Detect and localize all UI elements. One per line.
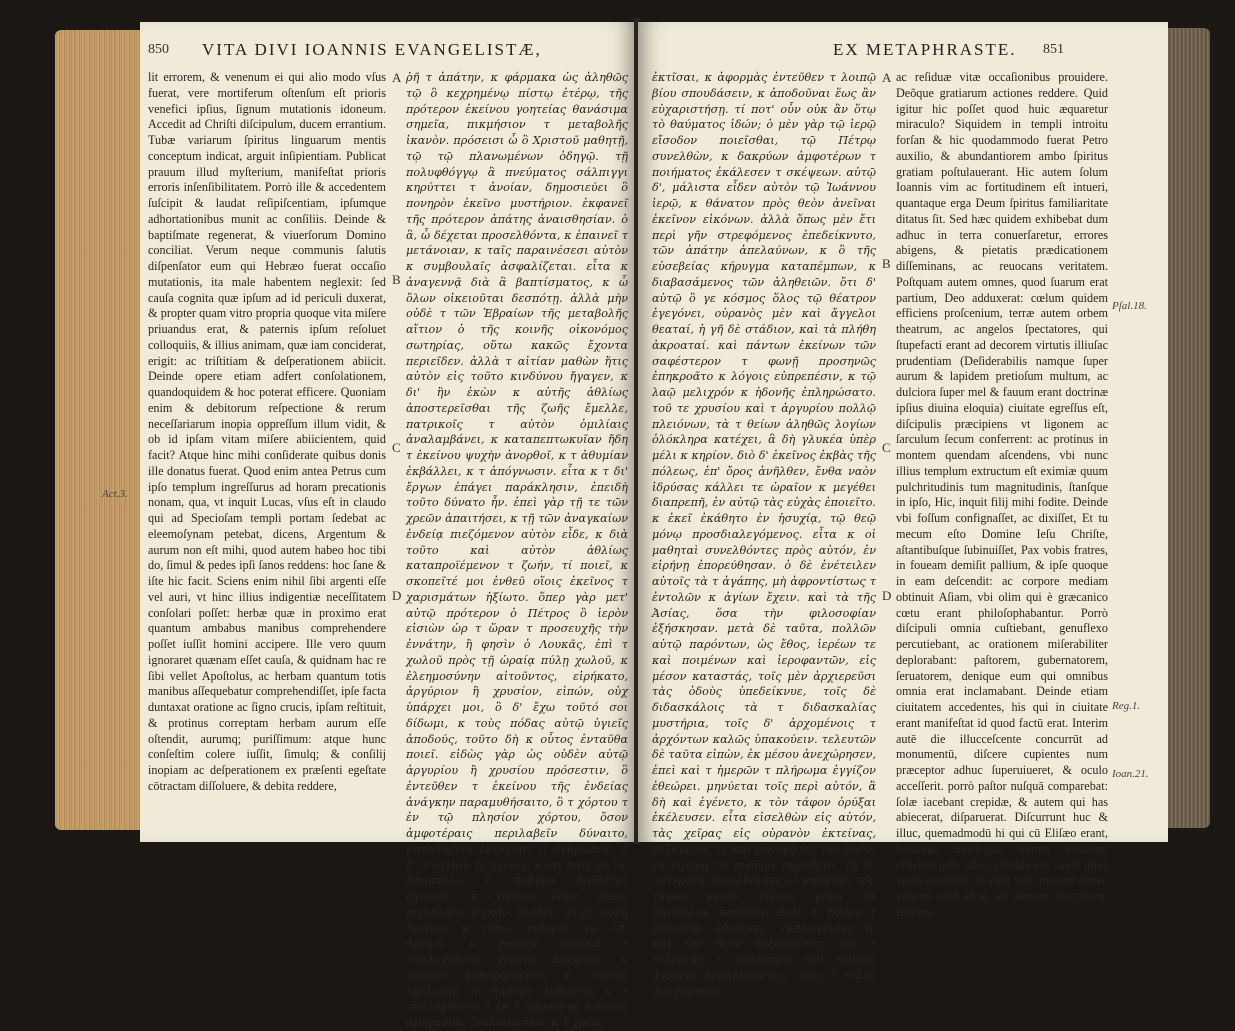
left-greek-column: ῥῆ τ ἀπάτην, κ φάρμακα ὡς ἀληθῶς τῷ ὃ κεχρημένῳ πίστῳ ἐτέρῳ, τῆς πρότερον ἐκείνου γοητείας θανάσιμα σημεῖα, πικμήσιον τ μεταβολῆς ἱκανὸν. πρόσεισι ὦ ὃ Χριστοῦ μαθητῇ, τῷ τῷ πλανωμένων ὁδηγῷ. τῇ πολυφθόγγῳ ἃ πνεύματος σάλπιγγι κηρύττει τ ἀνοίαν, δημοσιεύει ὃ πονηρὸν ἐκεῖνο μυστήριον. ἐκφανεῖ τῆς πρότερον ἀπάτης ἀναισθησίαν. ὁ ἃ, ὦ δέχεται προσελθόντα, κ ἐπαινεῖ τ μετάνοιαν, κ ταῖς παραινέσεσι αὐτὸν κ συμβουλαῖς ἀσφαλίζεται. εἶτα κ ἀναγεννᾷ διὰ ἃ βαπτίσματος, κ ὦ ὅλων οἰκειοῦται δεσπότῃ. ἀλλὰ μὴν οὐδὲ τ τῶν Ἑβραίων τῆς μεταβολῆς αἴτιον ὁ τῆς κοινῆς οἰκονόμος σωτηρίας, οὕτω κακῶς ἔχοντα περιεῖδεν. ἀλλὰ τ αἰτίαν μαθὼν ἥτις αὐτὸν εἰς τοῦτο κινδύνου ἤγαγεν, κ δι' ἣν ἑκὼν κ αὐτῆς ἀθλίως ἀποστερεῖσθαι τῆς ζωῆς ἔμελλε, πατρικοῖς τ αὐτὸν ὁμιλίαις ἀναλαμβάνει, κ καταπεπτωκυῖαν ἤδη τ ἐκείνου ψυχὴν ἀνορθοῖ, κ τ ἀθυμίαν ἐκβάλλει, κ τ ἀπόγνωσιν. εἶτα κ τ δι' ἔργων ἐπάγει παράκλησιν, ἐπειδὴ τοῦτο δύνατο ἦν. ἐπεὶ γὰρ τῇ τε τῶν χρεῶν ἀπαιτήσει, κ τῇ τῶν ἀναγκαίων ἐνδείᾳ πιεζόμενον αὐτὸν εἶδε, κ διὰ τοῦτο καὶ αὐτὸν ἀθλίως καταπροϊέμενον τ ζωήν, τί ποιεῖ, κ σκοπεῖτέ μοι ἐνθεῦ οἵοις ἐκεῖνος τ χαρισμάτων ἠξίωτο. ὅπερ γὰρ μετ' αὐτῷ πρότερον ὁ Πέτρος ὃ ἱερὸν εἰσιὼν ὡρ τ ὥραν τ προσευχῆς τὴν ἐννάτην, ἢ φησὶν ὁ Λουκᾶς, ἐπὶ τ χωλοῦ πρὸς τῇ ὡραίᾳ πύλῃ χωλοῦ, κ ἐλεημοσύνην αἰτοῦντος, εἰρήκατο, ἀργύριον ἢ χρυσίον, εἰπών, οὐχ ὑπάρχει μοι, ὃ δ' ἔχω τοῦτό σοι δίδωμι, κ τοὺς πόδας αὐτῷ ὑγιεῖς ἀποδούς, τοῦτο δὴ κ οὗτος ἐνταῦθα ποιεῖ. εἰδὼς γὰρ ὡς οὐδὲν αὐτῷ ἀργυρίου ἢ χρυσίου πρόσεστιν, ὃ ἐντεῦθεν τ ἐκείνου τῆς ἐνδείας ἀνάγκην παραμυθήσαιτο, ὃ τ χόρτου τ ἐν τῷ πλησίον χόρτου, ὅσον ἀμφοτέραις περιλαβεῖν δύναιτο, καταλαβεῖν ἐκέλευσε ὃ ἄνθρωπον. ὁ δ', τ αἰτίαν τε ἠγνόει, κ ὅτι ποτὲ ἐν τῷ Ἀποστόλῳ ὃ πρᾶγμα βούλεται ἀγνοεῖν, κ χόρτου ὅσον ὅλαις περιέλαβε χερσὶν ἔλαβεν, εὐχῇ μόνῃ ἐκεῖνος κ τύπῳ σταυροῦ τῷ ἐπ' ἀμελεῖ, κ χρυσὸν αὐτίκα τ συλλεχθέντα χόρτον ἀπέφηνε, κ χρυσὸν καθαρώτατον. κ τοῦτον ἐκέλευσε τὸ θάρσος λαβόντα, κ τ συλλεχθέντα τ ἐκ τ παρούσης ἐνδείας ἀμηχανίας διαλύσασθαι, κ τ χρέα. xyxy=(406,71,628,1029)
right-letter-a: A xyxy=(882,70,892,85)
right-running-head: EX METAPHRASTE. xyxy=(833,40,1017,59)
left-letter-b: B xyxy=(392,272,401,287)
left-folio: 850 xyxy=(148,42,169,57)
open-book xyxy=(40,8,1210,1029)
left-page xyxy=(140,22,635,1029)
right-letter-b: B xyxy=(882,256,891,271)
left-letter-d: D xyxy=(392,588,402,603)
right-letter-c: C xyxy=(882,440,891,455)
right-letter-d: D xyxy=(882,588,892,603)
left-margin-note-acts: Act.3. xyxy=(102,488,128,500)
left-letter-a: A xyxy=(392,70,402,85)
right-folio: 851 xyxy=(1043,42,1064,57)
left-letter-c: C xyxy=(392,440,401,455)
right-greek-column: ἐκτῖσαι, κ ἀφορμὰς ἐντεῦθεν τ λοιπῷ βίου σπουδάσειν, κ ἀποδοῦναι ἕως ἂν εὐχαριστήσῃ. τί ποτ' οὖν οὐκ ἂν ὅτῳ τὸ θαύματος ἰδών; ὁ μὲν γὰρ τῷ ἱερῷ εἴσοδον ποιεῖσθαι, τῷ Πέτρῳ συνελθὼν, κ δακρύων ἀμφοτέρων τ ποιήματος ἐκάλεσεν τ σκέψεων. αὐτῷ δ', μάλιστα εἶδεν αὐτὸν τῷ Ἰωάννου ἱερῷ, κ θάνατον πρὸς θεὸν ἀνεῖναι ἐκεῖνον εἰκόνων. ἀλλὰ ὅπως μὲν ἔτι περὶ γῆν στρεφόμενος ἐπεδείκνυτο, τῶν ἀπάτην ἀπελαύνων, κ ὃ τῆς εὐσεβείας κήρυγμα καταπέμπων, κ διαβασάμενος τῶν ἀληθειῶν. ὅτι δ' αὐτῷ ὃ γε κόσμος ὅλος τῷ θέατρον ἐγεγόνει, οὐρανὸς μὲν καὶ ἄγγελοι θεαταί, ἡ γῆ δὲ στάδιον, καὶ τὰ πλήθη ἀκροαταί. καὶ πάντων ἐκείνων τῶν σαφέστερον τ φωνῇ προσηνῶς ἐπηκροᾶτο κ λόγοις εὐπρεπέσιν, κ τῷ λαῷ μελιχρόν κ ἡδονῆς ἐπληρώσατο. τοῦ τε χρυσίου καὶ τ ἀργυρίου πολλῷ πλειόνων, τὰ τ θείων ἀληθῶς λογίων ὁλόκληρα κατέχει, ἃ δὴ γλυκέα ὑπὲρ μέλι κ κηρίον. διὸ δ' ἐκεῖνος ἐκβὰς τῆς πόλεως, ἐπ' ὄρος ἀνῆλθεν, ἔνθα ναὸν ἱδρύσας κάλλει τε ὡραῖον κ μεγέθει διαπρεπῆ, ἐν αὐτῷ τὰς εὐχὰς ἐποιεῖτο. κ ἐκεῖ ἐκάθητο ἐν ἡσυχίᾳ, τῷ θεῷ μόνῳ προσδιαλεγόμενος. εἶτα κ οἱ μαθηταὶ συνελθόντες πρὸς αὐτόν, ἐν εἰρήνῃ ἐπορεύθησαν. ὁ δὲ ἐνέτειλεν αὐτοῖς τὰ τ ἀγάπης, μὴ ἀφροντίστως τ ἐντολῶν κ ἁγίων ἔχειν. καὶ τὰ τῆς Ἀσίας, ὅσα τὴν φιλοσοφίαν ἐξήσκησαν. μετὰ δὲ ταῦτα, πολλῶν αὐτῷ παρόντων, ὡς ἔθος, ἱερέων τε καὶ ποιμένων καὶ ἱεροφαντῶν, εἰς μέσον καταστάς, τοῖς μὲν ἀρχιερεῦσι τὰς ὁδοὺς ὑπεδείκνυε, τοῖς δὲ διδασκάλοις τὰ τ διδασκαλίας μυστήρια, τοῖς δ' ἀρχομένοις τ ἀρχόντων καλῶς ὑπακούειν. τελευτῶν δὲ ταῦτα εἰπὼν, ἐκ μέσου ἀνεχώρησεν, ἐπεὶ καὶ τ ἡμερῶν τ πλήρωμα ἐγγίζον ἐθεώρει. μηνύεται τοῖς περὶ αὐτόν, ἃ δὴ καὶ ἐγένετο, κ τὸν τάφον ὀρύξαι ἐκέλευσεν. εἶτα εἰσελθὼν εἰς αὐτόν, τὰς χεῖρας εἰς οὐρανὸν ἐκτείνας, εὐξάμενος τε καὶ εὐλογήσας τὸν λαόν, ἐν εἰρήνῃ τὸ πνεῦμα παρέθετο. τῇ δὲ ὑστεραίᾳ συνελθόντες οἱ μαθηταί, τὸν τάφον κενὸν εὗρον, μόνα τὰ σανδάλια, καθάπερ ποτὲ τ Ἠλίου τ μηλωτήν, εὑρόντες, ἐκπλαγέντες τε καὶ τὸν θεὸν δοξάσαντες, καὶ τ τελευτῆς τ μακαρίου τὸν τρόπον ἀγνοεῖν ὁμολογοῦντες, πρὸς ὃ τέλος ἀνεχώρησαν. xyxy=(652,71,876,998)
left-running-head: VITA DIVI IOANNIS EVANGELISTÆ, xyxy=(202,40,542,59)
right-latin-column: ac reſiduæ vitæ occaſionibus prouidere. Deõque gratiarum actiones reddere. Quid igitur hic poſſet quod huic æquaretur miraculo? Siquidem in templi introitu forſan & hic quodammodo fuerat Petro auxilio, & abundantiorem ambo ſpiritus gratiam poſtulauerant. Hic autem ſolum Ioannis vim ac fortitudinem eſt intueri, quantaque erga Deum ſpiritus familiaritate ditatus ſit. Sed hæc quidem exhibebat dum adhuc in terra conuerſaretur, errores abigens, & pietatis prædicationem diſſeminans, ac reuocans veritatem. Poſtquam autem omnes, quod ſuarum erat partium, Deo adduxerat: cœlum quidem efficiens proſcenium, terræ autem orbem theatrum, ac angelos ſpectatores, qui ſtupefacti erant ad decorem virtutis illiuſac prudentiam (Deſiderabilis namque ſuper aurum & lapidem pretioſum multum, ac dulciora ſuper mel & fauum erant doctrinæ ipſius diuina eloquia) ciuitate egreſſus eſt, diſcipulis præcipiens vt ligonem ac ſarculum ſecum conferrent: ac protinus in montem quendam aſcendens, vbi nunc illius templum extructum eſt eximiæ quum pulchritudinis tum magnitudinis, ſtanſque in ipſo, Hic, inquit filij mihi fodite. Deinde vbi foſſum confignaſſet, ac dixiſſet, Et tu mecum eſto Domine Ieſu Chriſte, aſtantibuſque ſubinuiſſet, Pax vobis fratres, in foueam demiſit pallium, & ipſe quoque in eam deſcendit: ac corpore mediam obtinuit Aſiam, vbi olim qui è græcanico cœtu erant philoſophabantur. Porrò diſcipuli omnia cuſtiebant, genuflexo percutiebant, ac orationem miſerabiliter deplorabant: paſtorem, gubernatorem, ſeruatorem, denique eum qui omnibus omnia erat inclamabant. Deinde etiam ciuitatem accedentes, his qui in ciuitate erant manifeſtat id quod factū erat. Interim autē die illucceſcente concurrūt ad monumentū, diſcere cupientes num præceptor adhuc ſuperuiueret, & oculo acceſſerit. porrò paſtor nuſquā comparebat: ſolæ iacebant crepidæ, & autem qui has abiecerat, diſparuerat. Diſcurrunt huc & illuc, quemadmodū hi qui cū Eliſæo erant, ſcrutātur, inueſtigāt: verum incaſſum efficitur ipſis labor. Deinde vix tandē illius vocis recordati, Si eum volo manere donec veniam quid ad te, ad mentem alacriorem redeunt. xyxy=(896,70,1108,919)
left-latin-column: lit errorem, & venenum ei qui alio modo vſus fuerat, vere mortiferum oſtenſum eſt prioris venefici ipſius, ſignum mutationis idoneum. Accedit ad Chriſti diſcipulum, ducem errantium. Tubæ variarum ſpiritus linguarum mentis conceptum indicat, arguit inſipientiam. Publicat prauum illud myſterium, manifeſtat prioris erroris inſenſibilitatem. Porrò ille & accedentem ſuſcipit & laudat reſipiſcentiam, ipſumque adhortationibus munit ac conſiliis. Deinde & baptiſmate regenerat, & viuerſorum Domino conciliat. Verum neque communis ſalutis diſpenſator eum qui Hebræo fuerat occaſio mutationis, ita male habentem neglexit: ſed cauſa cognita quæ ipſum ad id periculi duxerat, & propter quam vitro propria quoque vita miſere priuandus erat, & paternis ipſum reſoluet colloquiis, & illius animam, quæ iam conciderat, erigit: ac triſtitiam & deſperationem abiicit. Deinde opere etiam adfert conſolationem, quandoquidem & hoc poterat efficere. Quoniam enim & debitorum reſpectione & rerum neceſſariarum inopia oppreſſum illum vidit, & ob id ipſam vitam miſere abiicientem, quid facit? Atque hinc mihi conſiderate quibus donis ille donatus fuerat. Quod enim antea Petrus cum ipſo templum ingreſſurus ad horam precationis nonam, qua, vt inquit Lucas, vſus eſt in claudo qui ad Specioſam templi portam ſedebat ac eleemoſynam petebat, dicens, Argentum & aurum non eſt mihi, quod autem habeo hoc tibi do, ſimul & pedes ipſi ſanos reddens: hoc ſane & iſte hic facit. Sciens enim nihil ſibi argenti eſſe vel auri, vt hinc illius indigentiæ neceſſitatem conſolari poſſet: herbæ quæ in proximo erat quantum ambabus manibus comprehendere poſſet iuſſit homini accipere. Ille vero quum ignoraret quænam eſſet cauſa, & quidnam hac re ſibi vellet Apoſtolus, ac herbam quantum totis manibus aſſequebatur comprehendiſſet, ipſe facta duntaxat oratione ac ſigno crucis, ipſam reſtituit, & protinus correptam herbam aurum eſſe oſtendit, aurumq; puriſſimum: atque hunc conſeſtim colere iuſſit, ſimulq; & conſilij inopiam ac deſperationem ex præſenti egeſtate cōtractam diſſoluere, & debita reddere, xyxy=(148,70,386,793)
right-margin-note-john: Ioan.21. xyxy=(1112,768,1149,780)
right-page xyxy=(638,22,1168,998)
right-margin-note-kings: Reg.1. xyxy=(1112,700,1141,712)
right-margin-note-psalm: Pſal.18. xyxy=(1112,300,1147,312)
book-edge-left xyxy=(55,30,145,830)
